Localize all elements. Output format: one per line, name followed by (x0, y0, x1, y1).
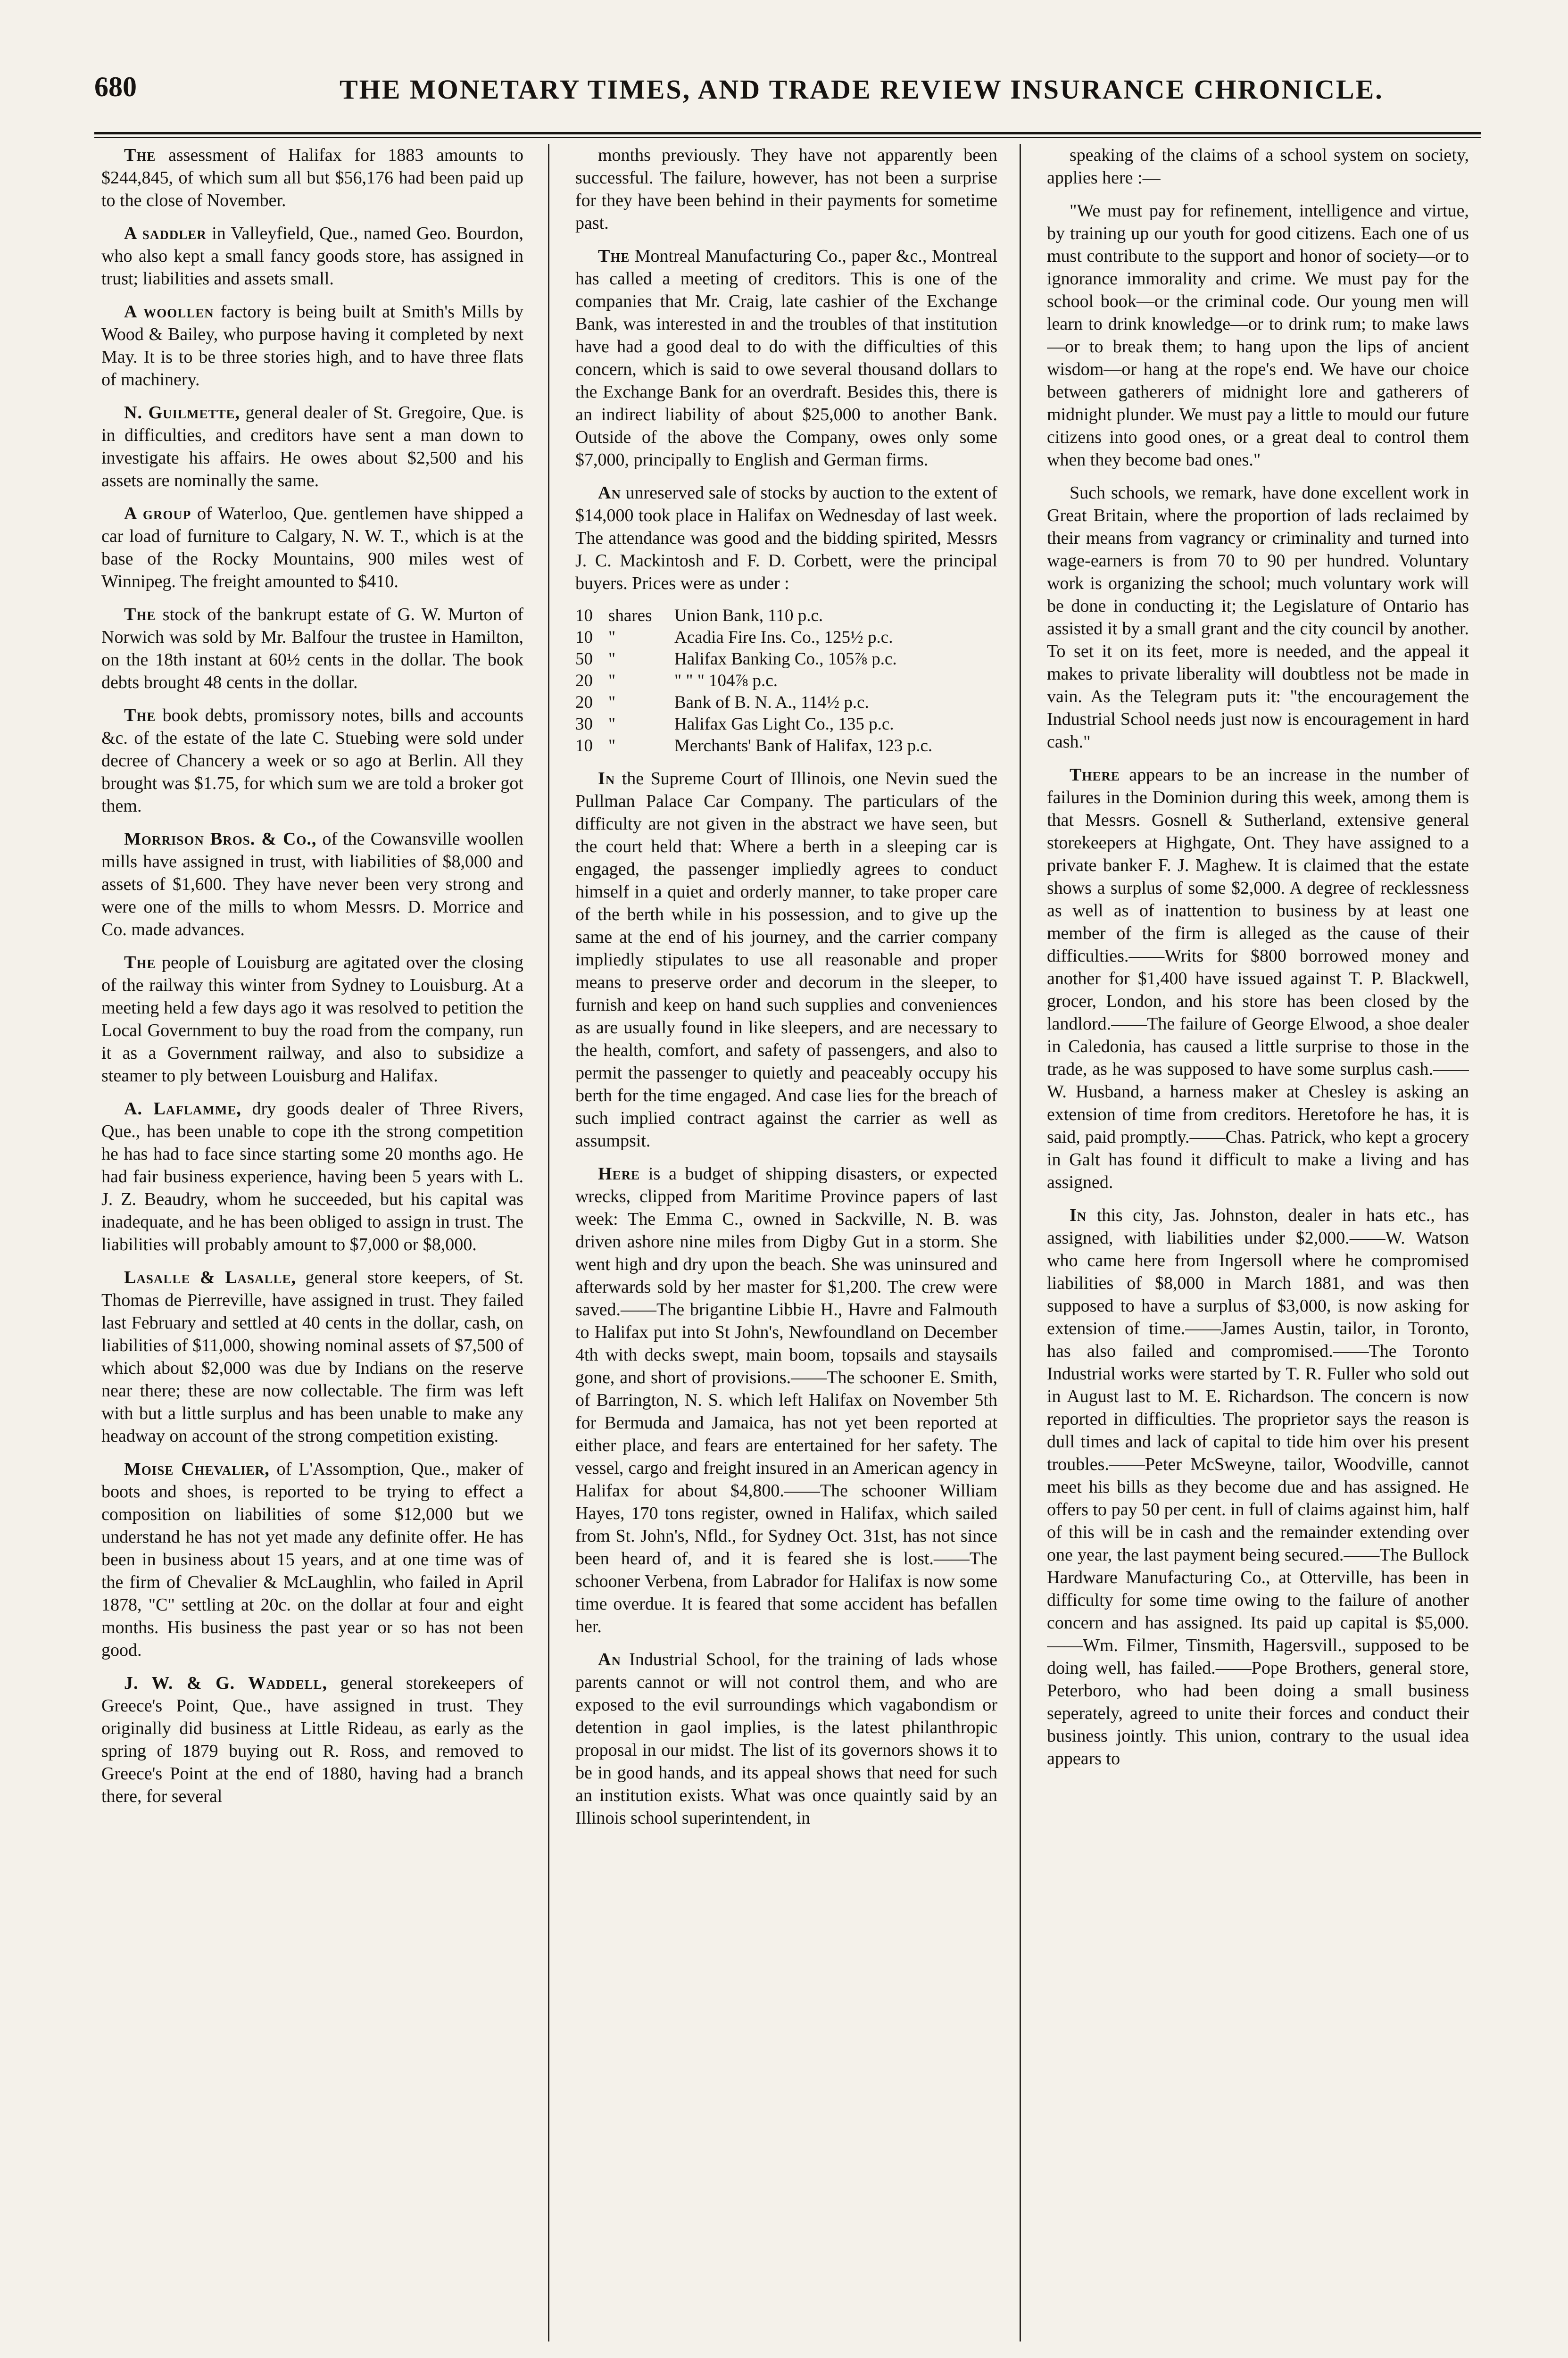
article-paragraph (101, 222, 523, 290)
stock-sale-qty: 10 (575, 628, 593, 647)
stock-sale-row (575, 692, 997, 714)
paragraph-lead: There (1070, 765, 1120, 785)
paragraph-text: general storekeepers of Greece's Point, Que., have assigned in trust. They originally did business at Little Rideau, as early as the spring of 1879 buying out R. Ross, and removed to Greece's Point at the end of 1880, having had a branch there, for several (101, 1673, 523, 1806)
paragraph-lead: The (124, 145, 156, 165)
paragraph-text: stock of the bankrupt estate of G. W. Murton of Norwich was sold by Mr. Balfour the trustee in Hamilton, on the 18th instant at 60½ cents in the dollar. The book debts brought 48 cents in the dollar. (101, 605, 523, 692)
stock-sale-qty: 10 (575, 736, 593, 756)
article-paragraph (575, 1648, 997, 1829)
paragraph-text: speaking of the claims of a school system on society, applies here :— (1047, 145, 1469, 188)
article-paragraph (1047, 764, 1469, 1194)
article-paragraph (1047, 482, 1469, 753)
article-paragraph (101, 951, 523, 1087)
page-number: 680 (94, 71, 137, 102)
paragraph-lead: In (1070, 1205, 1087, 1225)
stock-sale-item: Halifax Gas Light Co., 135 p.c. (674, 714, 894, 734)
article-paragraph (575, 144, 997, 234)
paragraph-text: Such schools, we remark, have done excellent work in Great Britain, where the proportion of lads reclaimed by their means from vagrancy or criminality and turned into wage-earners is from 70 to 90 per hundred. Voluntary work is organizing the school; much voluntary work will be done in conducting it; the Legislature of Ontario has assisted it by a small grant and the city council by another. To set it on its feet, more is needed, and the appeal it makes to private liberality will doubtless not be made in vain. As the Telegram puts it: "the encouragement the Industrial School needs just now is encouragement in hard cash." (1047, 483, 1469, 752)
paragraph-text: of L'Assomption, Que., maker of boots and shoes, is reported to be trying to effect a composition on liabilities of some $12,000 but we understand he has not yet made any definite offer. He has been in business about 15 years, and at one time was of the firm of Chevalier & McLaughlin, who failed in April 1878, "C" settling at 20c. on the dollar at four and eight months. His business the past year or so has not been good. (101, 1459, 523, 1660)
paragraph-lead: N. Guilmette, (124, 403, 241, 423)
header-rule (94, 132, 1481, 138)
article-paragraph (101, 1266, 523, 1447)
article-paragraph (575, 767, 997, 1152)
article-paragraph (575, 482, 997, 595)
paragraph-lead: A saddler (124, 224, 207, 243)
paragraph-lead: In (598, 769, 615, 789)
stock-sale-row (575, 714, 997, 735)
stock-sale-item: Merchants' Bank of Halifax, 123 p.c. (674, 736, 933, 756)
paragraph-text: general store keepers, of St. Thomas de Pierreville, have assigned in trust. They failed last February and settled at 40 cents in the dollar, cash, on liabilities of $11,000, showing nominal assets of $7,500 of which about $2,000 was due by Indians on the reserve near there; these are now collectable. The firm was left with but a little surplus and has been unable to make any headway on account of the strong competition existing. (101, 1268, 523, 1446)
stock-sale-qty: 20 (575, 693, 593, 712)
stock-sale-qty: 30 (575, 714, 593, 734)
stock-sale-row (575, 648, 997, 670)
stock-sale-unit: " (608, 671, 616, 690)
paragraph-text: Montreal Manufacturing Co., paper &c., Montreal has called a meeting of creditors. This is one of the companies that Mr. Craig, late cashier of the Exchange Bank, was interested in and the troubles of that institution have had a good deal to do with the difficulties of this concern, which is said to owe several thousand dollars to the Exchange Bank for an overdraft. Besides this, there is an indirect liability of about $25,000 to another Bank. Outside of the above the Company, owes only some $7,000, principally to English and German firms. (575, 246, 997, 470)
stock-sales-table (575, 605, 997, 757)
paragraph-text: "We must pay for refinement, intelligence and virtue, by training up our youth for good citizens. Each one of us must contribute to the support and honor of society—or to ignorance immorality and crime. We must pay for the school book—or the criminal code. Our young men will learn to drink knowledge—or to drink rum; to make laws—or to break them; to hang upon the lips of ancient wisdom—or hang at the rope's end. We have our choice between gatherers of midnight lore and gatherers of midnight plunder. We must pay a little to mould our future citizens into good ones, or a great deal to control them when they become bad ones." (1047, 201, 1469, 470)
running-title: THE MONETARY TIMES, AND TRADE REVIEW INSURANCE CHRONICLE. (340, 74, 1384, 105)
article-paragraph (1047, 144, 1469, 189)
stock-sale-item: Acadia Fire Ins. Co., 125½ p.c. (674, 628, 893, 647)
paragraph-lead: Morrison Bros. & Co., (124, 829, 317, 849)
stock-sale-unit: " (608, 714, 616, 734)
paragraph-lead: An (598, 1650, 621, 1669)
article-paragraph (101, 1097, 523, 1256)
stock-sale-unit: shares (608, 606, 652, 625)
stock-sale-unit: " (608, 649, 616, 669)
article-paragraph (575, 1162, 997, 1638)
paragraph-lead: An (598, 483, 621, 503)
paragraph-text: book debts, promissory notes, bills and accounts &c. of the estate of the late C. Stuebing were sold under decree of Chancery a week or so ago at Berlin. All they brought was $1.75, for which sum we are told a broker got them. (101, 706, 523, 816)
paragraph-text: factory is being built at Smith's Mills by Wood & Bailey, who purpose having it completed by next May. It is to be three stories high, and to have three flats of machinery. (101, 302, 523, 390)
article-paragraph (101, 502, 523, 593)
paragraph-text: this city, Jas. Johnston, dealer in hats etc., has assigned, with liabilities under $2,000.——W. Watson who came here from Ingersoll where he compromised liabilities of $8,000 in March 1881, and was then supposed to have a surplus of $3,000, is now asking for extension of time.——James Austin, tailor, in Toronto, has also failed and compromised.——The Toronto Industrial works were started by T. R. Fuller who sold out in August last to M. E. Richardson. The concern is now reported in difficulties. The proprietor says the reason is dull times and lack of capital to tide him over his present troubles.——Peter McSweyne, tailor, Woodville, cannot meet his bills as they become due and has assigned. He offers to pay 50 per cent. in full of claims against him, half of this will be in cash and the remainder extending over one year, the last payment being secured.——The Bullock Hardware Manufacturing Co., at Otterville, has been in difficulty for some time owing to the failure of another concern and has assigned. Its paid up capital is $5,000.——Wm. Filmer, Tinsmith, Hagersvill., supposed to be doing well, has failed.——Pope Brothers, general store, Peterboro, who had been doing a small business seperately, agreed to unite their forces and conduct their business jointly. This union, contrary to the usual idea appears to (1047, 1205, 1469, 1768)
stock-sale-unit: " (608, 736, 616, 756)
article-paragraph (101, 603, 523, 694)
article-paragraph (101, 1672, 523, 1808)
column-3 (1047, 144, 1469, 2341)
paragraph-lead: The (124, 953, 156, 972)
article-paragraph (101, 401, 523, 492)
paragraph-text: is a budget of shipping disasters, or expected wrecks, clipped from Maritime Province papers of last week: The Emma C., owned in Sackville, N. B. was driven ashore nine miles from Digby Gut in a storm. She went high and dry upon the beach. She was uninsured and afterwards sold by her master for $1,200. The crew were saved.——The brigantine Libbie H., Havre and Falmouth to Halifax put into St John's, Newfoundland on December 4th with decks swept, main boom, topsails and staysails gone, and short of provisions.——The schooner E. Smith, of Barrington, N. S. which left Halifax on November 5th for Bermuda and Jamaica, has not yet been reported at either place, and fears are entertained for her safety. The vessel, cargo and freight insured in an American agency in Halifax for about $4,800.——The schooner William Hayes, 170 tons register, owned in Halifax, which sailed from St. John's, Nfld., for Sydney Oct. 31st, has not since been heard of, and it is feared she is lost.——The schooner Verbena, from Labrador for Halifax is now some time overdue. It is feared that some accident has befallen her. (575, 1164, 997, 1636)
paragraph-text: of the Cowansville woollen mills have assigned in trust, with liabilities of $8,000 and assets of $1,600. They have never been very strong and were one of the mills to whom Messrs. D. Morrice and Co. made advances. (101, 829, 523, 939)
paragraph-lead: The (598, 246, 630, 266)
paragraph-lead: A. Laflamme, (124, 1099, 241, 1119)
stock-sale-item: Bank of B. N. A., 114½ p.c. (674, 693, 869, 712)
article-paragraph (101, 300, 523, 391)
paragraph-lead: Moise Chevalier, (124, 1459, 270, 1479)
paragraph-text: months previously. They have not apparently been successful. The failure, however, has not been a surprise for they have been behind in their payments for sometime past. (575, 145, 997, 233)
paragraph-text: dry goods dealer of Three Rivers, Que., has been unable to cope ith the strong competition he has had to face since starting some 20 months ago. He had fair business experience, having been 5 years with L. J. Z. Beaudry, whom he succeeded, but his capital was inadequate, and he has been obliged to assign in trust. The liabilities will probably amount to $7,000 or $8,000. (101, 1099, 523, 1254)
stock-sale-qty: 50 (575, 649, 593, 669)
paragraph-lead: The (124, 605, 156, 624)
article-paragraph (575, 245, 997, 471)
column-1 (101, 144, 523, 2341)
paragraph-text: general dealer of St. Gregoire, Que. is in difficulties, and creditors have sent a man down to investigate his affairs. He owes about $2,500 and his assets are nominally the same. (101, 403, 523, 490)
stock-sale-qty: 10 (575, 606, 593, 625)
stock-sale-item: " " " 104⅞ p.c. (674, 671, 778, 690)
article-paragraph (101, 828, 523, 941)
stock-sale-unit: " (608, 693, 616, 712)
stock-sale-row (575, 735, 997, 757)
article-paragraph (1047, 199, 1469, 471)
paragraph-lead: Here (598, 1164, 640, 1184)
paragraph-lead: A woollen (124, 302, 214, 322)
stock-sale-qty: 20 (575, 671, 593, 690)
stock-sale-row (575, 605, 997, 627)
stock-sale-row (575, 627, 997, 648)
article-paragraph (1047, 1204, 1469, 1770)
paragraph-lead: A group (124, 504, 191, 523)
paragraph-text: the Supreme Court of Illinois, one Nevin sued the Pullman Palace Car Company. The particulars of the difficulty are not given in the abstract we have seen, but the court held that: Where a berth in a sleeping car is engaged, the passenger impliedly agrees to conduct himself in a quiet and orderly manner, to take proper care of the berth while in his possession, and to give up the same at the end of his journey, and the carrier company impliedly stipulates to use all reasonable and proper means to preserve order and decorum in the sleeper, to furnish and keep on hand such supplies and conveniences as are usually found in like sleepers, and are necessary to the health, comfort, and safety of passengers, and also to permit the passenger to quietly and peaceably occupy his berth for the time engaged. And case lies for the breach of such implied contract against the carrier as well as assumpsit. (575, 769, 997, 1151)
stock-sale-item: Union Bank, 110 p.c. (674, 606, 823, 625)
stock-sale-row (575, 670, 997, 692)
paragraph-text: assessment of Halifax for 1883 amounts to $244,845, of which sum all but $56,176 had been paid up to the close of November. (101, 145, 523, 210)
paragraph-lead: Lasalle & Lasalle, (124, 1268, 297, 1287)
paragraph-text: in Valleyfield, Que., named Geo. Bourdon, who also kept a small fancy goods store, has assigned in trust; liabilities and assets small. (101, 224, 523, 289)
column-divider (1020, 144, 1021, 2341)
stock-sale-item: Halifax Banking Co., 105⅞ p.c. (674, 649, 897, 669)
paragraph-text: Industrial School, for the training of lads whose parents cannot or will not control them, and who are exposed to the evil surroundings which vagabondism or detention in gaol implies, is the latest philanthropic proposal in our midst. The list of its governors shows it to be in good hands, and its appeal shows that need for such an institution exists. What was once quaintly said by an Illinois school superintendent, in (575, 1650, 997, 1828)
stock-sale-unit: " (608, 628, 616, 647)
paragraph-text: unreserved sale of stocks by auction to the extent of $14,000 took place in Halifax on Wednesday of last week. The attendance was good and the bidding spirited, Messrs J. C. Mackintosh and F. D. Corbett, were the principal buyers. Prices were as under : (575, 483, 997, 593)
paragraph-text: appears to be an increase in the number of failures in the Dominion during this week, among them is that Messrs. Gosnell & Sutherland, extensive general storekeepers at Highgate, Ont. They have assigned to a private banker F. J. Maghew. It is claimed that the estate shows a surplus of some $2,000. A degree of recklessness as well as of inattention to business by at least one member of the firm is alleged as the cause of their difficulties.——Writs for $800 borrowed money and another for $1,400 have issued against T. P. Blackwell, grocer, London, and his store has been closed by the landlord.——The failure of George Elwood, a shoe dealer in Caledonia, has caused a little surprise to those in the trade, as he was supposed to have some surplus cash.——W. Husband, a harness maker at Chesley is asking an extension of time from creditors. Heretofore he has, it is said, paid promptly.——Chas. Patrick, who kept a grocery in Galt has found it difficult to make a living and has assigned. (1047, 765, 1469, 1192)
paragraph-text: of Waterloo, Que. gentlemen have shipped a car load of furniture to Calgary, N. W. T., which is at the base of the Rocky Mountains, 900 miles west of Winnipeg. The freight amounted to $410. (101, 504, 523, 591)
paragraph-lead: The (124, 706, 156, 725)
column-divider (548, 144, 549, 2341)
paragraph-text: people of Louisburg are agitated over the closing of the railway this winter from Sydney to Louisburg. At a meeting held a few days ago it was resolved to petition the Local Government to buy the road from the company, run it as a Government railway, and also to subsidize a steamer to ply between Louisburg and Halifax. (101, 953, 523, 1086)
column-2 (575, 144, 997, 2341)
article-paragraph (101, 704, 523, 817)
article-paragraph (101, 144, 523, 212)
paragraph-lead: J. W. & G. Waddell, (124, 1673, 328, 1693)
page-header (94, 71, 1471, 123)
article-paragraph (101, 1458, 523, 1661)
